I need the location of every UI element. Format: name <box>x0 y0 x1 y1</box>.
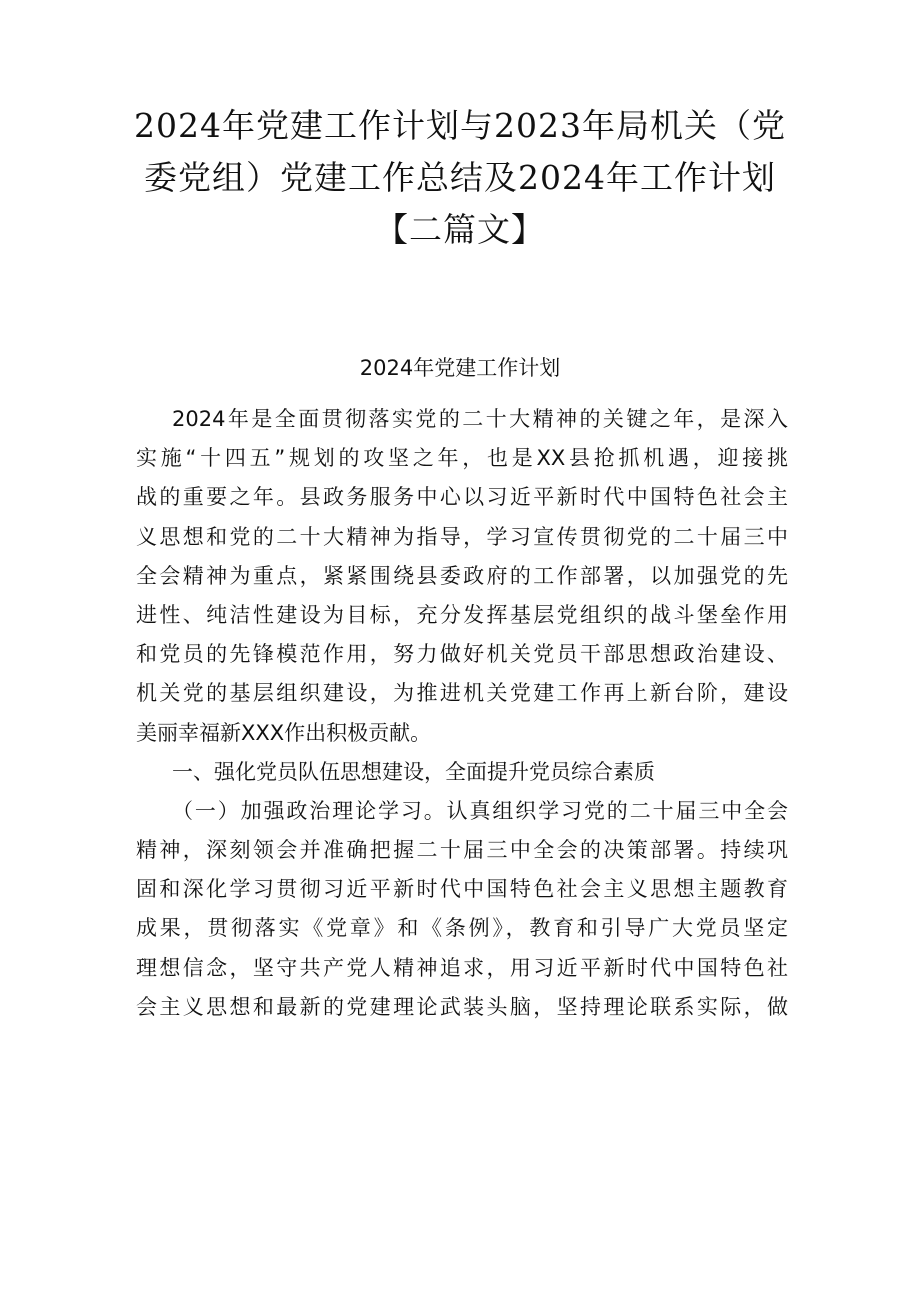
document-title <box>120 100 800 256</box>
document-title-line: 【二篇文】 <box>375 210 545 249</box>
paragraph-line: 实施“十四五”规划的攻坚之年，也是XX县抢抓机遇，迎接挑 <box>136 446 788 471</box>
document-title-line: 委党组）党建工作总结及2024年工作计划 <box>144 158 776 197</box>
document-title-line: 2024年党建工作计划与2023年局机关（党 <box>134 106 786 145</box>
paragraph-line: 战的重要之年。县政务服务中心以习近平新时代中国特色社会主 <box>136 485 788 510</box>
paragraph-line: 美丽幸福新XXX作出积极贡献。 <box>136 720 432 745</box>
paragraph-line: 2024年是全面贯彻落实党的二十大精神的关键之年，是深入 <box>172 407 788 431</box>
section-title: 2024年党建工作计划 <box>359 356 561 380</box>
paragraph-line: 全会精神为重点，紧紧围绕县委政府的工作部署，以加强党的先 <box>136 563 788 588</box>
subheading-line: 一、强化党员队伍思想建设，全面提升党员综合素质 <box>172 759 655 784</box>
paragraph-line: （一）加强政治理论学习。认真组织学习党的二十届三中全会 <box>172 798 788 823</box>
paragraph-line: 进性、纯洁性建设为目标，充分发挥基层党组织的战斗堡垒作用 <box>136 602 788 627</box>
paragraph-line: 机关党的基层组织建设，为推进机关党建工作再上新台阶，建设 <box>136 681 788 706</box>
paragraph-line: 固和深化学习贯彻习近平新时代中国特色社会主义思想主题教育 <box>136 877 788 902</box>
paragraph-line: 成果，贯彻落实《党章》和《条例》，教育和引导广大党员坚定 <box>136 916 788 941</box>
paragraph-line: 会主义思想和最新的党建理论武装头脑，坚持理论联系实际，做 <box>136 994 788 1019</box>
paragraph-line: 理想信念，坚守共产党人精神追求，用习近平新时代中国特色社 <box>136 955 788 980</box>
paragraph-line: 义思想和党的二十大精神为指导，学习宣传贯彻党的二十届三中 <box>136 524 788 549</box>
document-body <box>136 400 788 1027</box>
paragraph-line: 精神，深刻领会并准确把握二十届三中全会的决策部署。持续巩 <box>136 838 788 863</box>
paragraph-line: 和党员的先锋模范作用，努力做好机关党员干部思想政治建设、 <box>136 642 788 667</box>
